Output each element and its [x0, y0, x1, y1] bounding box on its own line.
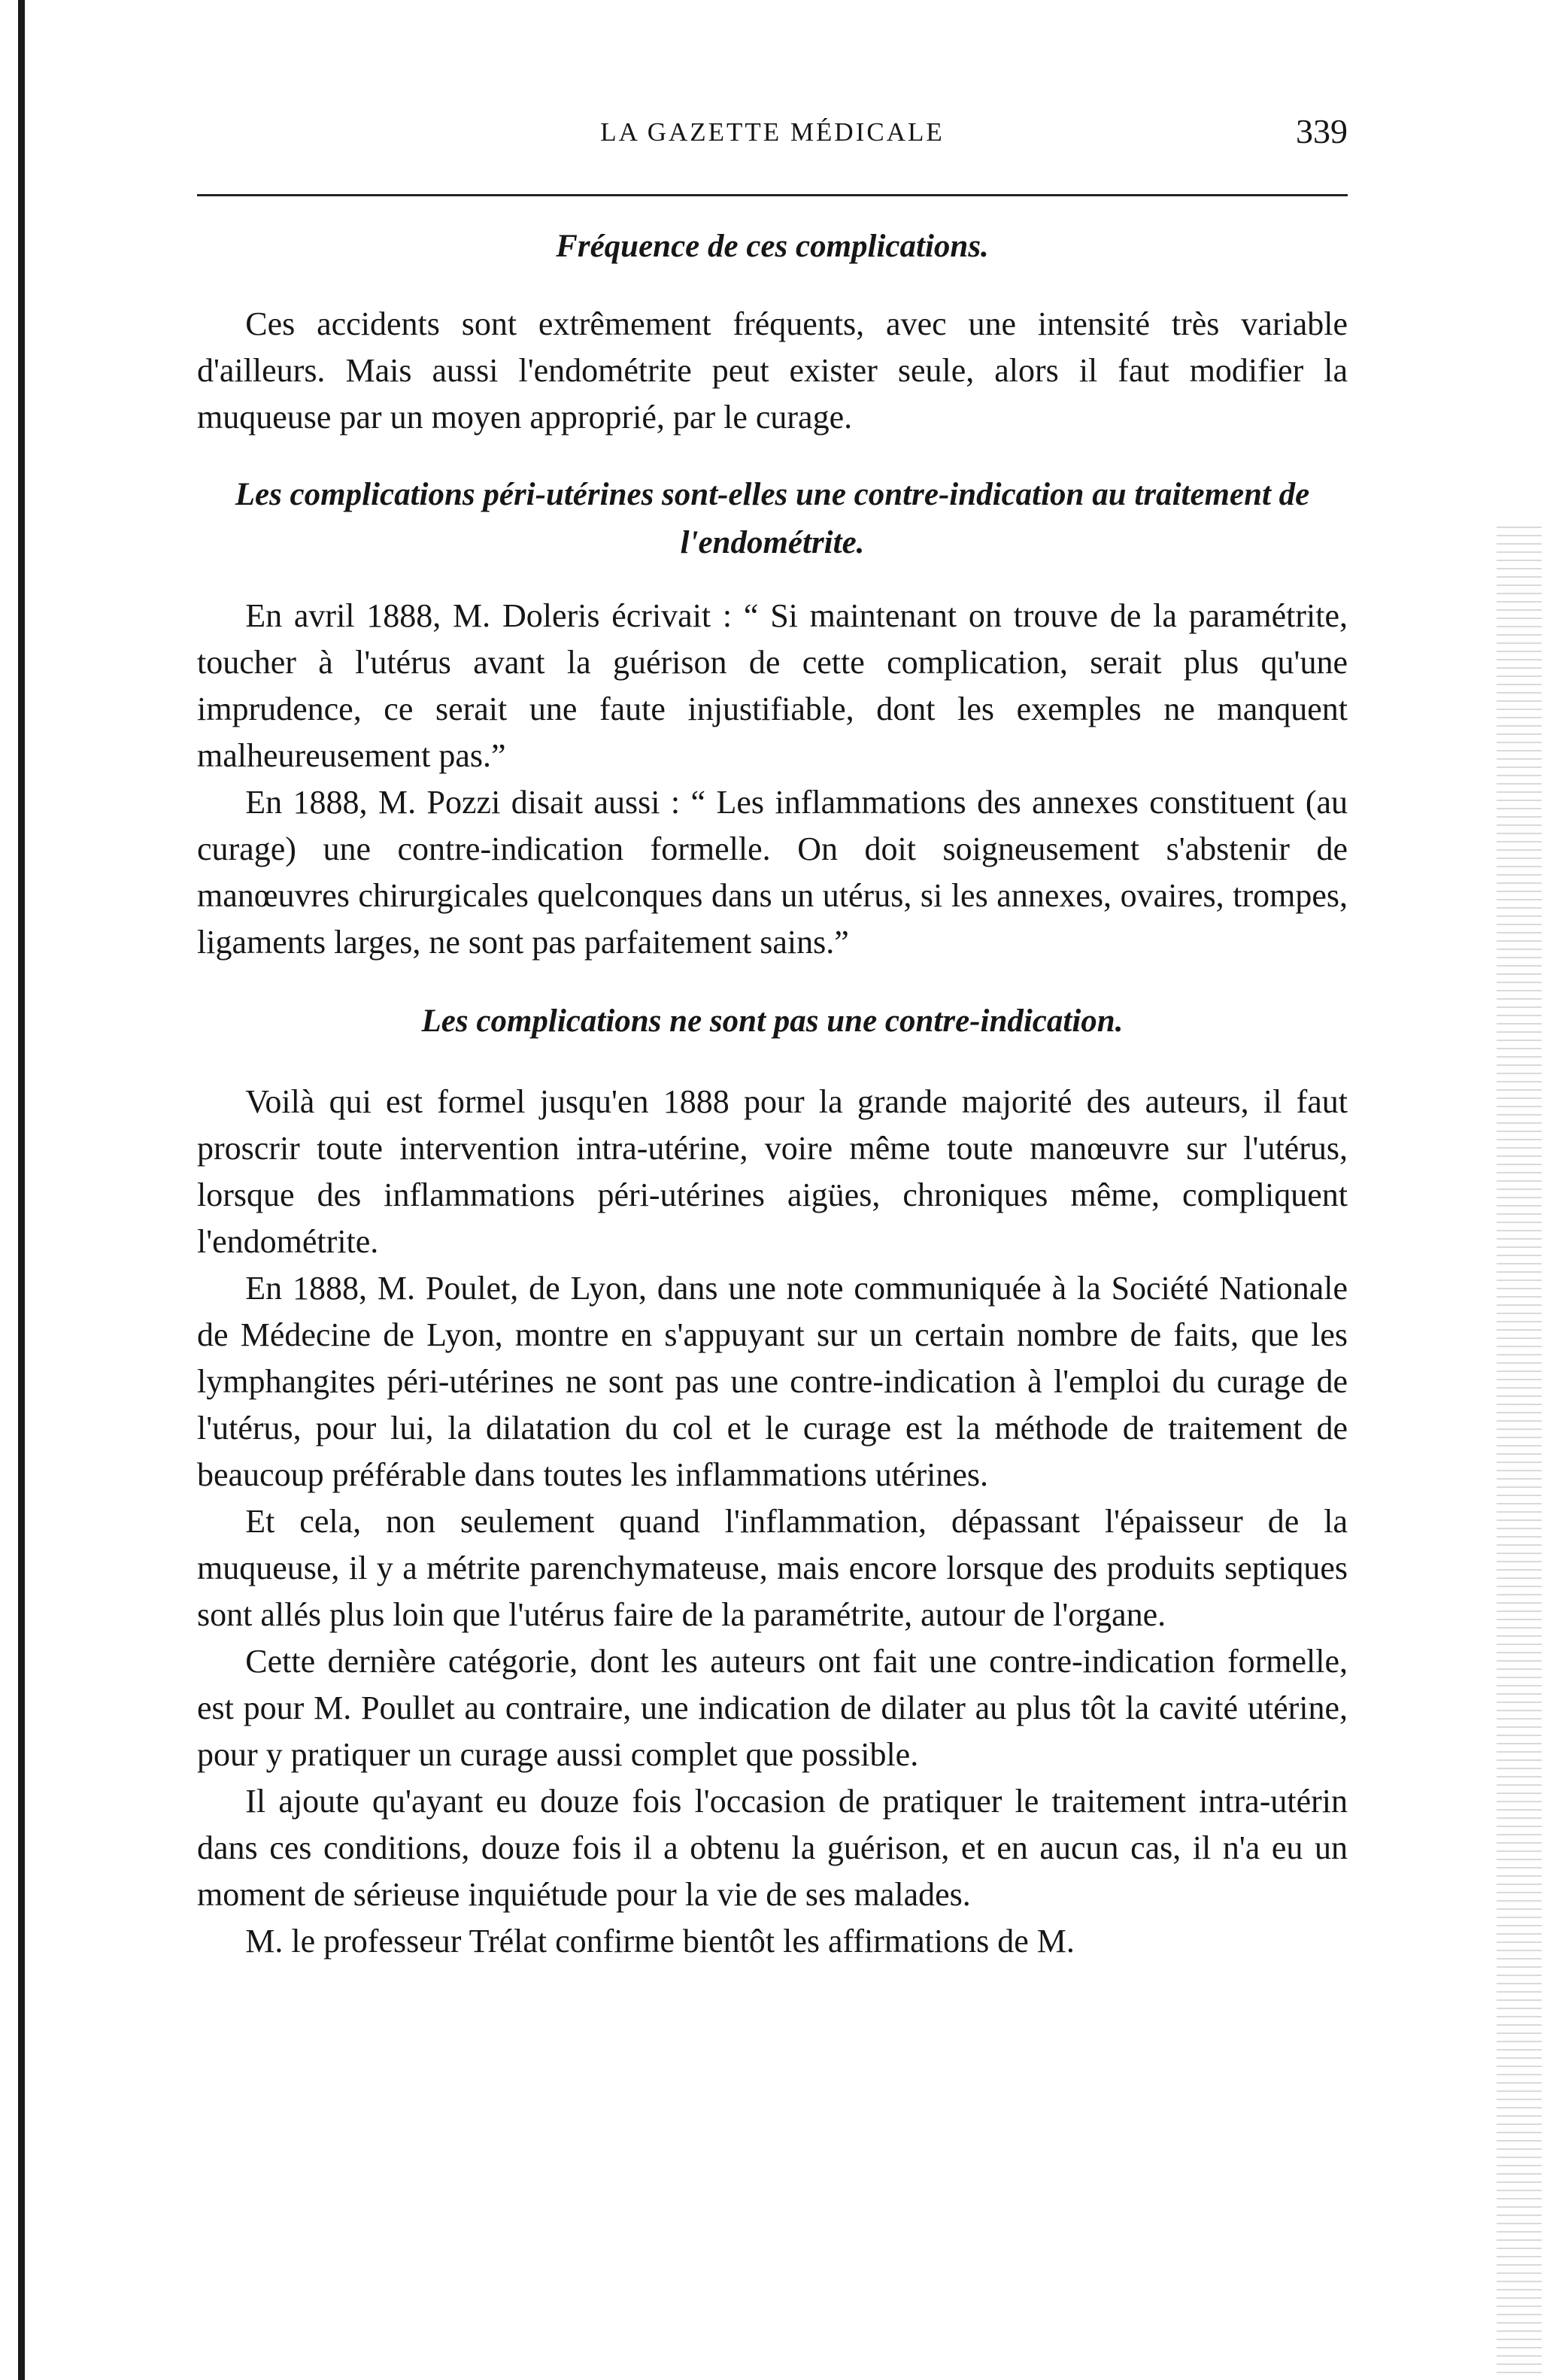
page-edge-speckle — [1497, 527, 1542, 2377]
running-header — [197, 111, 1348, 153]
section-heading-peri-uterine-question: Les complications péri-utérines sont-elles une contre-indication au traitement de l'endométrite. — [235, 477, 1310, 560]
section-heading-frequency: Fréquence de ces complications. — [556, 229, 989, 264]
paragraph: Ces accidents sont extrêmement fréquents, avec une intensité très variable d'ailleurs. Mais aussi l'endométrite peut exister seule, alors il faut modifier la muqueuse par un moyen approprié, par le curage. — [197, 305, 1348, 436]
paragraph: Et cela, non seulement quand l'inflammation, dépassant l'épaisseur de la muqueuse, il y a métrite parenchymateuse, mais encore lorsque des produits septiques sont allés plus loin que l'utérus faire de la paramétrite, autour de l'organe. — [197, 1503, 1348, 1633]
page-body — [197, 223, 1348, 1965]
header-rule — [197, 194, 1348, 196]
paragraph: Cette dernière catégorie, dont les auteurs ont fait une contre-indication formelle, est pour M. Poullet au contraire, une indication de dilater au plus tôt la cavité utérine, pour y pratiquer un curage aussi complet que possible. — [197, 1643, 1348, 1773]
paragraph: En 1888, M. Pozzi disait aussi : “ Les inflammations des annexes constituent (au curage) une contre-indication formelle. On doit soigneusement s'abstenir de manœuvres chirurgicales quelconques dans un utérus, si les annexes, ovaires, trompes, ligaments larges, ne sont pas parfaitement sains.” — [197, 784, 1348, 961]
paragraph: Il ajoute qu'ayant eu douze fois l'occasion de pratiquer le traitement intra-utérin dans ces conditions, douze fois il a obtenu la guérison, et en aucun cas, il n'a eu un moment de sérieuse inquiétude pour la vie de ses malades. — [197, 1783, 1348, 1913]
section-heading-not-contraindication: Les complications ne sont pas une contre-indication. — [421, 1003, 1124, 1039]
paragraph: Voilà qui est formel jusqu'en 1888 pour la grande majorité des auteurs, il faut proscrir toute intervention intra-utérine, voire même toute manœuvre sur l'utérus, lorsque des inflammations péri-utérines aigües, chroniques même, compliquent l'endométrite. — [197, 1083, 1348, 1260]
paragraph: En avril 1888, M. Doleris écrivait : “ Si maintenant on trouve de la paramétrite, toucher à l'utérus avant la guérison de cette complication, serait plus qu'une imprudence, ce serait une faute injustifiable, dont les exemples ne manquent malheureusement pas.” — [197, 597, 1348, 774]
paragraph: M. le professeur Trélat confirme bientôt les affirmations de M. — [245, 1923, 1075, 1960]
paragraph: En 1888, M. Poulet, de Lyon, dans une note communiquée à la Société Nationale de Médecine de Lyon, montre en s'appuyant sur un certain nombre de faits, que les lymphangites péri-utérines ne sont pas une contre-indication à l'emploi du curage de l'utérus, pour lui, la dilatation du col et le curage est la méthode de traitement de beaucoup préférable dans toutes les inflammations utérines. — [197, 1270, 1348, 1493]
binding-edge — [18, 0, 25, 2380]
running-title: LA GAZETTE MÉDICALE — [600, 117, 945, 147]
page-number: 339 — [1296, 112, 1348, 150]
